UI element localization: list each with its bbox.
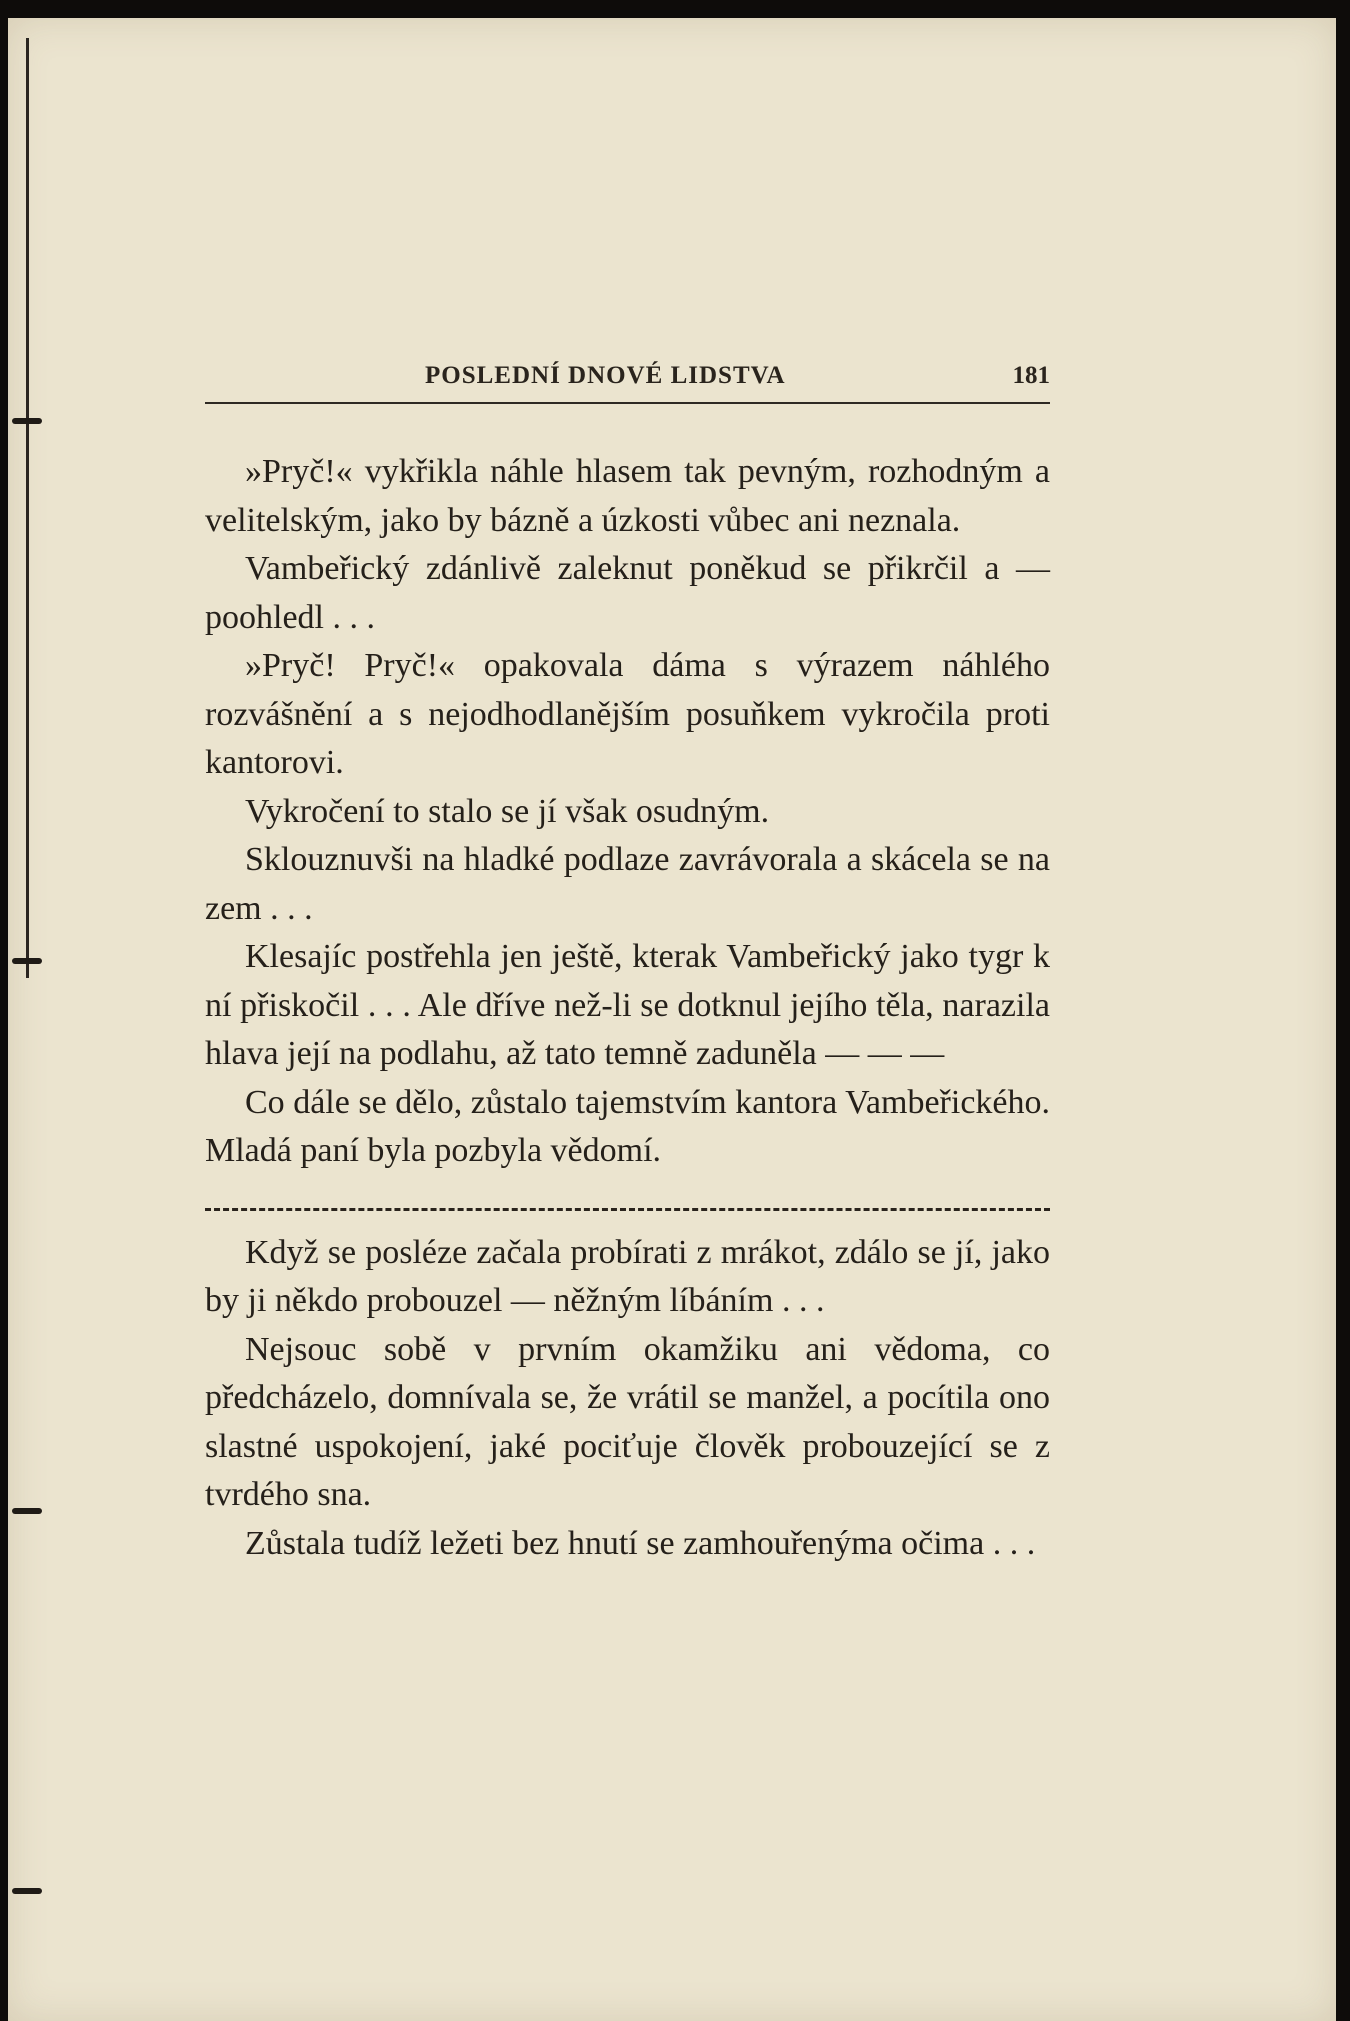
paragraph: Nejsouc sobě v prvním okamžiku ani vědoma, co předcházelo, domnívala se, že vrátil se manžel, a pocítila ono slastné uspokojení, jaké pociťuje člověk probouzející se z tvrdého sna. bbox=[205, 1330, 1050, 1513]
binding-mark bbox=[12, 418, 42, 424]
book-page bbox=[8, 18, 1336, 2021]
binding-mark bbox=[12, 958, 42, 964]
binding-mark bbox=[12, 1888, 42, 1894]
paragraph: Vambeřický zdánlivě zaleknut poněkud se přikrčil a — poohledl . . . bbox=[205, 550, 1050, 636]
binding-edge bbox=[26, 38, 29, 978]
page-number: 181 bbox=[1012, 362, 1050, 389]
paragraph: Sklouznuvši na hladké podlaze zavrávorala a skácela se na zem . . . bbox=[205, 841, 1050, 927]
paragraph: Co dále se dělo, zůstalo tajemstvím kantora Vambeřického. Mladá paní byla pozbyla vědomí. bbox=[205, 1083, 1050, 1169]
running-header bbox=[205, 358, 1050, 404]
paragraph: Když se posléze začala probírati z mrákot, zdálo se jí, jako by ji někdo probouzel — něžným líbáním . . . bbox=[205, 1233, 1050, 1319]
section-separator bbox=[205, 1184, 1050, 1211]
body-text bbox=[205, 448, 1050, 1568]
paragraph: Klesajíc postřehla jen ještě, kterak Vambeřický jako tygr k ní přiskočil . . . Ale dříve než-li se dotknul jejího těla, narazila hlava její na podlahu, až tato temně zaduněla — — — bbox=[205, 938, 1050, 1072]
paragraph: »Pryč! Pryč!« opakovala dáma s výrazem náhlého rozvášnění a s nejodhodlanějším posuňkem vykročila proti kantorovi. bbox=[205, 647, 1050, 781]
binding-mark bbox=[12, 1508, 42, 1514]
paragraph: Zůstala tudíž ležeti bez hnutí se zamhouřenýma očima . . . bbox=[245, 1524, 1036, 1562]
running-title: POSLEDNÍ DNOVÉ LIDSTVA bbox=[425, 362, 786, 389]
paragraph: Vykročení to stalo se jí však osudným. bbox=[245, 792, 770, 830]
paragraph: »Pryč!« vykřikla náhle hlasem tak pevným, rozhodným a velitelským, jako by bázně a úzkosti vůbec ani neznala. bbox=[205, 453, 1050, 539]
